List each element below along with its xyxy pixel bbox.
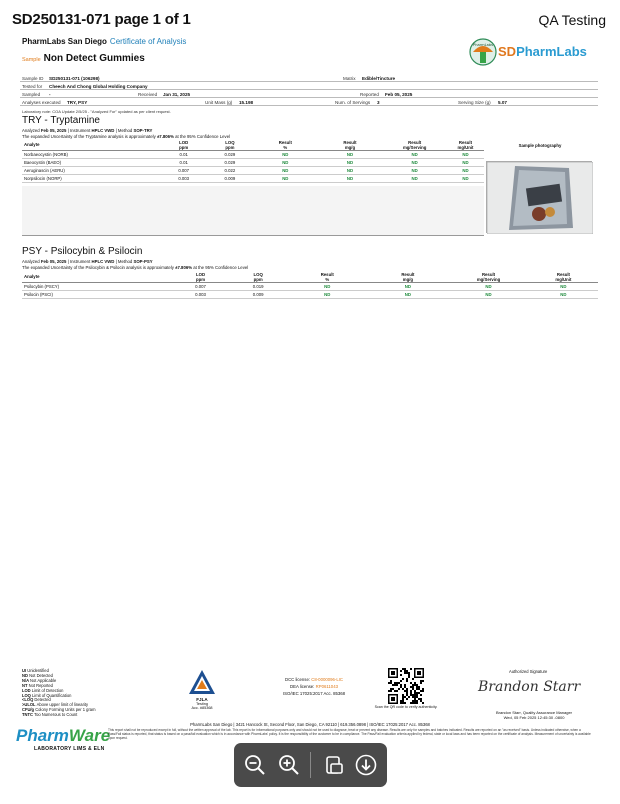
result-cell: ND xyxy=(448,291,529,299)
toolbar-divider xyxy=(310,752,311,778)
accreditation-number: Acc. #85368 xyxy=(191,706,213,710)
sample-name: Non Detect Gummies xyxy=(43,53,145,64)
try-method: SOP-TRY xyxy=(133,128,153,133)
result-cell: ND xyxy=(318,159,383,167)
download-icon xyxy=(354,753,378,777)
annotate-button[interactable] xyxy=(322,753,346,777)
result-cell: 0.019 xyxy=(229,283,287,291)
try-results-table xyxy=(22,141,484,183)
qr-caption: Scan the QR code to verify authenticity. xyxy=(374,705,438,709)
table-row xyxy=(22,167,484,175)
tested-for-value: Cheech And Chong Global Holding Company xyxy=(49,83,148,89)
analyte-cell: Psilocin (PSCI) xyxy=(22,291,172,299)
sample-photo-label: Sample photography xyxy=(518,143,562,148)
result-cell: ND xyxy=(447,159,484,167)
result-cell: ND xyxy=(529,291,598,299)
psy-method-prefix: | Method xyxy=(115,259,133,264)
try-method-prefix: | Method xyxy=(115,128,133,133)
sample-small-label: Sample xyxy=(22,57,41,63)
result-cell: ND xyxy=(382,175,447,183)
try-uncertainty-value: ±7.806% xyxy=(156,134,174,139)
try-instrument-prefix: | Instrument xyxy=(67,128,91,133)
psy-uncertainty-line xyxy=(22,265,248,270)
servings-label: Num. of Servings xyxy=(335,99,371,105)
serving-size-label: Serving Size (g) xyxy=(458,99,491,105)
sample-name-line xyxy=(22,53,145,64)
result-cell: ND xyxy=(253,151,318,159)
result-cell: ND xyxy=(382,167,447,175)
pharmware-text-b: Ware xyxy=(68,726,111,745)
result-cell: ND xyxy=(368,291,449,299)
try-section-title: TRY - Tryptamine xyxy=(22,115,100,126)
result-cell: ND xyxy=(253,175,318,183)
dcc-label: DCC license: xyxy=(284,677,311,682)
handwritten-signature: Brandon Starr xyxy=(478,679,581,695)
analyte-cell: Baeocystin (BAEO) xyxy=(22,159,161,167)
info-row-1 xyxy=(20,74,598,82)
result-cell: 0.009 xyxy=(229,291,287,299)
sample-info-block xyxy=(20,74,598,106)
table-row xyxy=(22,175,484,183)
try-instrument: HPLC VWD xyxy=(91,128,115,133)
logo-text-sd: SD xyxy=(498,44,517,59)
pharmware-wordmark xyxy=(16,726,110,746)
sample-id-label: Sample ID xyxy=(22,75,44,81)
try-uncertainty-line xyxy=(22,134,230,139)
analyte-cell: Norbaeocystin (NORB) xyxy=(22,151,161,159)
analyses-value: TRY, PSY xyxy=(67,99,88,105)
dea-label: DEA license: xyxy=(290,684,315,689)
legend-entry: CFU/g Colony Forming Units per 1 gram xyxy=(22,707,96,713)
zoom-out-button[interactable] xyxy=(243,753,267,777)
legend-entry: LOD Limit of Detection xyxy=(22,687,64,693)
pdf-viewer-toolbar xyxy=(234,743,387,787)
verification-qr-code[interactable] xyxy=(388,668,424,704)
lab-name: PharmLabs San Diego xyxy=(22,37,107,46)
column-header: LOQ ppm xyxy=(207,141,253,151)
table-header-row xyxy=(22,141,484,151)
psy-method: SOP-PSY xyxy=(133,259,153,264)
psy-analyzed-prefix: Analyzed xyxy=(22,259,40,264)
lab-name-line xyxy=(22,37,186,46)
dcc-license xyxy=(265,676,363,683)
analyte-cell: Norpsilocin (NORP) xyxy=(22,175,161,183)
result-cell: ND xyxy=(318,167,383,175)
serving-size-value: 5.07 xyxy=(498,99,507,105)
signed-date: Wed, 05 Feb 2025 12:45:30 -0800 xyxy=(503,715,565,720)
doc-type: Certificate of Analysis xyxy=(109,37,187,46)
try-analyzed-date: Feb 05, 2025 xyxy=(40,128,67,133)
result-cell: ND xyxy=(253,167,318,175)
column-header: LOQ ppm xyxy=(229,273,287,283)
result-cell: 0.01 xyxy=(161,159,207,167)
footer-disclaimer: This report shall not be reproduced except in full, without the written approval of the lab. This report is for informational purposes only and should not be used to diagnose, treat or prevent any disease. Results are only for samples and batches indicated. Results are reported on an "as received" basis. Unless indicated otherwise, when a Pass/Fail status is reported, that status is based on a pass/fail evaluation which is in accordance with PharmLabs' policy. It is the responsibility of the customer to be in compliance. The Pass/Fail evaluation criteria applied by federal, state or local laws and has been reported on the certificate of analysis. Measurement of uncertainty is available upon request. xyxy=(108,728,591,740)
reported-value: Feb 05, 2025 xyxy=(385,91,413,97)
legend-entry: <LOQ Detected xyxy=(22,697,51,703)
legend-entry: >ULOL Above upper limit of linearity xyxy=(22,702,89,708)
abbreviation-legend xyxy=(22,669,96,718)
authorized-signature-label: Authorized Signature xyxy=(509,669,548,674)
matrix-label: Matrix xyxy=(343,75,356,81)
result-cell: ND xyxy=(382,151,447,159)
result-cell: ND xyxy=(287,283,368,291)
column-header: Result mg/Unit xyxy=(447,141,484,151)
column-header: Result % xyxy=(287,273,368,283)
document-id-title: SD250131-071 page 1 of 1 xyxy=(12,11,191,28)
sample-id-value: SD250131-071 (106298) xyxy=(49,75,100,81)
pharmware-subtitle: LABORATORY LIMS & ELN xyxy=(34,746,105,752)
table-row xyxy=(22,291,598,299)
psy-analyzed-date: Feb 05, 2025 xyxy=(40,259,67,264)
column-header: Analyte xyxy=(22,141,161,151)
result-cell: ND xyxy=(318,175,383,183)
column-header: Result mg/Serving xyxy=(448,273,529,283)
column-header: LOD ppm xyxy=(161,141,207,151)
psy-uncertainty-text: The expanded Uncertainty of the Psilocybin & Psilocin analysis is approximately xyxy=(22,265,174,270)
legend-entry: TNTC Too Numerous to Count xyxy=(22,712,78,718)
result-cell: ND xyxy=(382,159,447,167)
matrix-value: Edible/Tincture xyxy=(362,75,396,81)
unit-mass-value: 15.198 xyxy=(239,99,254,105)
license-block xyxy=(265,676,363,697)
result-cell: ND xyxy=(529,283,598,291)
reported-label: Reported xyxy=(360,91,379,97)
psy-instrument-prefix: | Instrument xyxy=(67,259,91,264)
logo-text-pharmlabs: PharmLabs xyxy=(516,44,587,59)
sdpharmlabs-logo xyxy=(468,37,600,71)
info-row-2 xyxy=(20,82,598,90)
zoom-out-icon xyxy=(243,753,267,777)
table-row xyxy=(22,159,484,167)
zoom-in-button[interactable] xyxy=(277,753,301,777)
qa-testing-label: QA Testing xyxy=(538,12,606,28)
signer-name: Brandon Starr, Quality Assurance Manager xyxy=(495,710,573,715)
legend-entry: NT Not Reported xyxy=(22,682,53,688)
result-cell: 0.029 xyxy=(207,159,253,167)
dea-license xyxy=(265,683,363,690)
psy-instrument: HPLC VWD xyxy=(91,259,115,264)
result-cell: 0.007 xyxy=(161,167,207,175)
pharmware-logo xyxy=(16,726,110,752)
iso-accreditation: ISO/IEC 17025:2017 Acc. 85368 xyxy=(282,691,346,696)
legend-entry: UI Unidentified xyxy=(22,668,49,673)
laboratory-note: Laboratory note: COA Update 2/5/25 - "Analyzed For" updated as per client request. xyxy=(22,109,171,114)
result-cell: 0.003 xyxy=(161,175,207,183)
legend-entry: ND Not Detected xyxy=(22,672,53,678)
result-cell: 0.007 xyxy=(172,283,230,291)
result-cell: 0.003 xyxy=(172,291,230,299)
result-cell: 0.022 xyxy=(207,167,253,175)
table-row xyxy=(22,283,598,291)
psy-results-table xyxy=(22,273,598,299)
legend-entry: N/A Not Applicable xyxy=(22,677,57,683)
analyte-cell: Psilocybin (PSCY) xyxy=(22,283,172,291)
dea-value: RP0611043 xyxy=(315,684,338,689)
info-row-3 xyxy=(20,90,598,98)
sampled-value: - xyxy=(49,91,51,97)
psy-analyzed-line xyxy=(22,259,153,264)
result-cell: ND xyxy=(287,291,368,299)
sample-photo xyxy=(486,161,592,233)
unit-mass-label: Unit Mass (g) xyxy=(205,99,233,105)
result-cell: ND xyxy=(318,151,383,159)
accreditation-sub: Testing xyxy=(195,702,209,706)
try-analyzed-line xyxy=(22,128,152,133)
info-row-4 xyxy=(20,98,598,106)
result-cell: ND xyxy=(368,283,449,291)
legend-entry: LOQ Limit of Quantification xyxy=(22,692,72,698)
product-pouch-image xyxy=(487,162,593,234)
mushroom-logo-icon xyxy=(468,37,498,71)
received-value: Jan 31, 2025 xyxy=(163,91,191,97)
analyses-label: Analyses executed xyxy=(22,99,61,105)
download-button[interactable] xyxy=(354,753,378,777)
accreditation-pyramid-icon xyxy=(187,668,217,696)
column-header: Result % xyxy=(253,141,318,151)
logo-badge-text: PharmLabs xyxy=(473,43,493,47)
footer-address: PharmLabs San Diego | 3421 Hancock St, Second Floor, San Diego, CA 92110 | 619.356.0898 | ISO/IEC 17025:2017 Acc. 85368 xyxy=(190,722,430,727)
try-uncertainty-suffix: at the 95% Confidence Level xyxy=(175,134,231,139)
accreditation-name: FJLA xyxy=(196,697,208,702)
try-analyzed-prefix: Analyzed xyxy=(22,128,40,133)
psy-section-title: PSY - Psilocybin & Psilocin xyxy=(22,246,143,257)
result-cell: ND xyxy=(447,151,484,159)
tested-for-label: Tested for xyxy=(22,83,43,89)
result-cell: ND xyxy=(253,159,318,167)
pharmware-text-a: Pharm xyxy=(16,726,69,745)
column-header: Result mg/Unit xyxy=(529,273,598,283)
accreditation-badge xyxy=(182,668,222,710)
signer-block xyxy=(474,710,594,720)
column-header: Result mg/g xyxy=(368,273,449,283)
result-cell: 0.009 xyxy=(207,175,253,183)
received-label: Received xyxy=(138,91,158,97)
analyte-cell: Aeruginascin (AERU) xyxy=(22,167,161,175)
dcc-value: C8-0000096-LIC xyxy=(311,677,344,682)
table-header-row xyxy=(22,273,598,283)
zoom-in-icon xyxy=(277,753,301,777)
result-cell: ND xyxy=(447,167,484,175)
column-header: Analyte xyxy=(22,273,172,283)
logo-wordmark xyxy=(498,44,587,59)
try-table-blank-area xyxy=(22,186,484,236)
qr-code-icon xyxy=(388,668,424,704)
psy-uncertainty-suffix: at the 95% Confidence Level xyxy=(193,265,249,270)
try-uncertainty-text: The expanded Uncertainty of the Tryptamine analysis is approximately xyxy=(22,134,156,139)
column-header: Result mg/g xyxy=(318,141,383,151)
servings-value: 3 xyxy=(377,99,380,105)
column-header: Result mg/Serving xyxy=(382,141,447,151)
column-header: LOD ppm xyxy=(172,273,230,283)
table-row xyxy=(22,151,484,159)
result-cell: 0.029 xyxy=(207,151,253,159)
result-cell: ND xyxy=(448,283,529,291)
sampled-label: Sampled xyxy=(22,91,41,97)
psy-uncertainty-value: ±7.806% xyxy=(175,265,193,270)
result-cell: 0.01 xyxy=(161,151,207,159)
annotate-icon xyxy=(322,753,346,777)
result-cell: ND xyxy=(447,175,484,183)
